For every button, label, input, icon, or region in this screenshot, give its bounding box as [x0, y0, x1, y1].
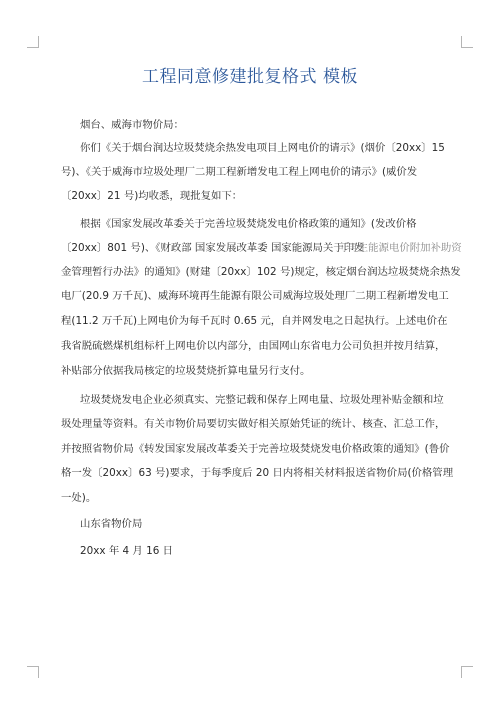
body-line: 〔20xx〕801 号)、《财政部 国家发展改革委 国家能源局关于印发: [61, 242, 365, 254]
document-title: 工程同意修建批复格式 模板: [142, 67, 358, 87]
body-line: 补贴部分依据我局核定的垃圾焚烧折算电量另行支付。: [61, 365, 311, 377]
date: 20xx 年 4 月 16 日: [80, 545, 174, 557]
body-line: 程(11.2 万千瓦)上网电价为每千瓦时 0.65 元，自并网发电之日起执行。上述电价在: [61, 315, 448, 327]
crop-mark-bottom-left: [27, 666, 39, 678]
overlapping-text: 可再生能源电价附加补助资: [337, 242, 462, 254]
body-line: 垃圾焚烧发电企业必须真实、完整记载和保存上网电量、垃圾处理补贴金额和垃: [80, 394, 444, 406]
body-line: 〔20xx〕21 号)均收悉，现批复如下：: [61, 190, 243, 202]
crop-mark-top-left: [27, 36, 39, 48]
salutation: 烟台、威海市物价局：: [80, 119, 184, 131]
body-line: 号)、《关于威海市垃圾处理厂二期工程新增发电工程上网电价的请示》(威价发: [61, 166, 418, 178]
body-line: 你们《关于烟台润达垃圾焚烧余热发电项目上网电价的请示》(烟价〔20xx〕15: [80, 142, 445, 154]
crop-mark-top-right: [461, 36, 473, 48]
body-line: 格一发〔20xx〕63 号)要求，于每季度后 20 日内将相关材料报送省物价局(价格管理: [61, 467, 454, 479]
crop-mark-bottom-right: [461, 666, 473, 678]
body-line: 电厂(20.9 万千瓦)、威海环境再生能源有限公司威海垃圾处理厂二期工程新增发电工: [61, 290, 449, 302]
body-line: 圾处理量等资料。有关市物价局要切实做好相关原始凭证的统计、核查、汇总工作，: [61, 418, 446, 430]
body-line: 我省脱硫燃煤机组标杆上网电价以内部分，由国网山东省电力公司负担并按月结算，: [61, 340, 446, 352]
body-line: 并按照省物价局《转发国家发展改革委关于完善垃圾焚烧发电价格政策的通知》(鲁价: [61, 443, 450, 455]
body-line: 金管理暂行办法》的通知》(财建〔20xx〕102 号)规定，核定烟台润达垃圾焚烧余热发: [61, 266, 461, 278]
body-line: 一处)。: [61, 492, 97, 504]
signature: 山东省物价局: [80, 518, 143, 530]
body-line: 根据《国家发展改革委关于完善垃圾焚烧发电价格政策的通知》(发改价格: [80, 218, 417, 230]
